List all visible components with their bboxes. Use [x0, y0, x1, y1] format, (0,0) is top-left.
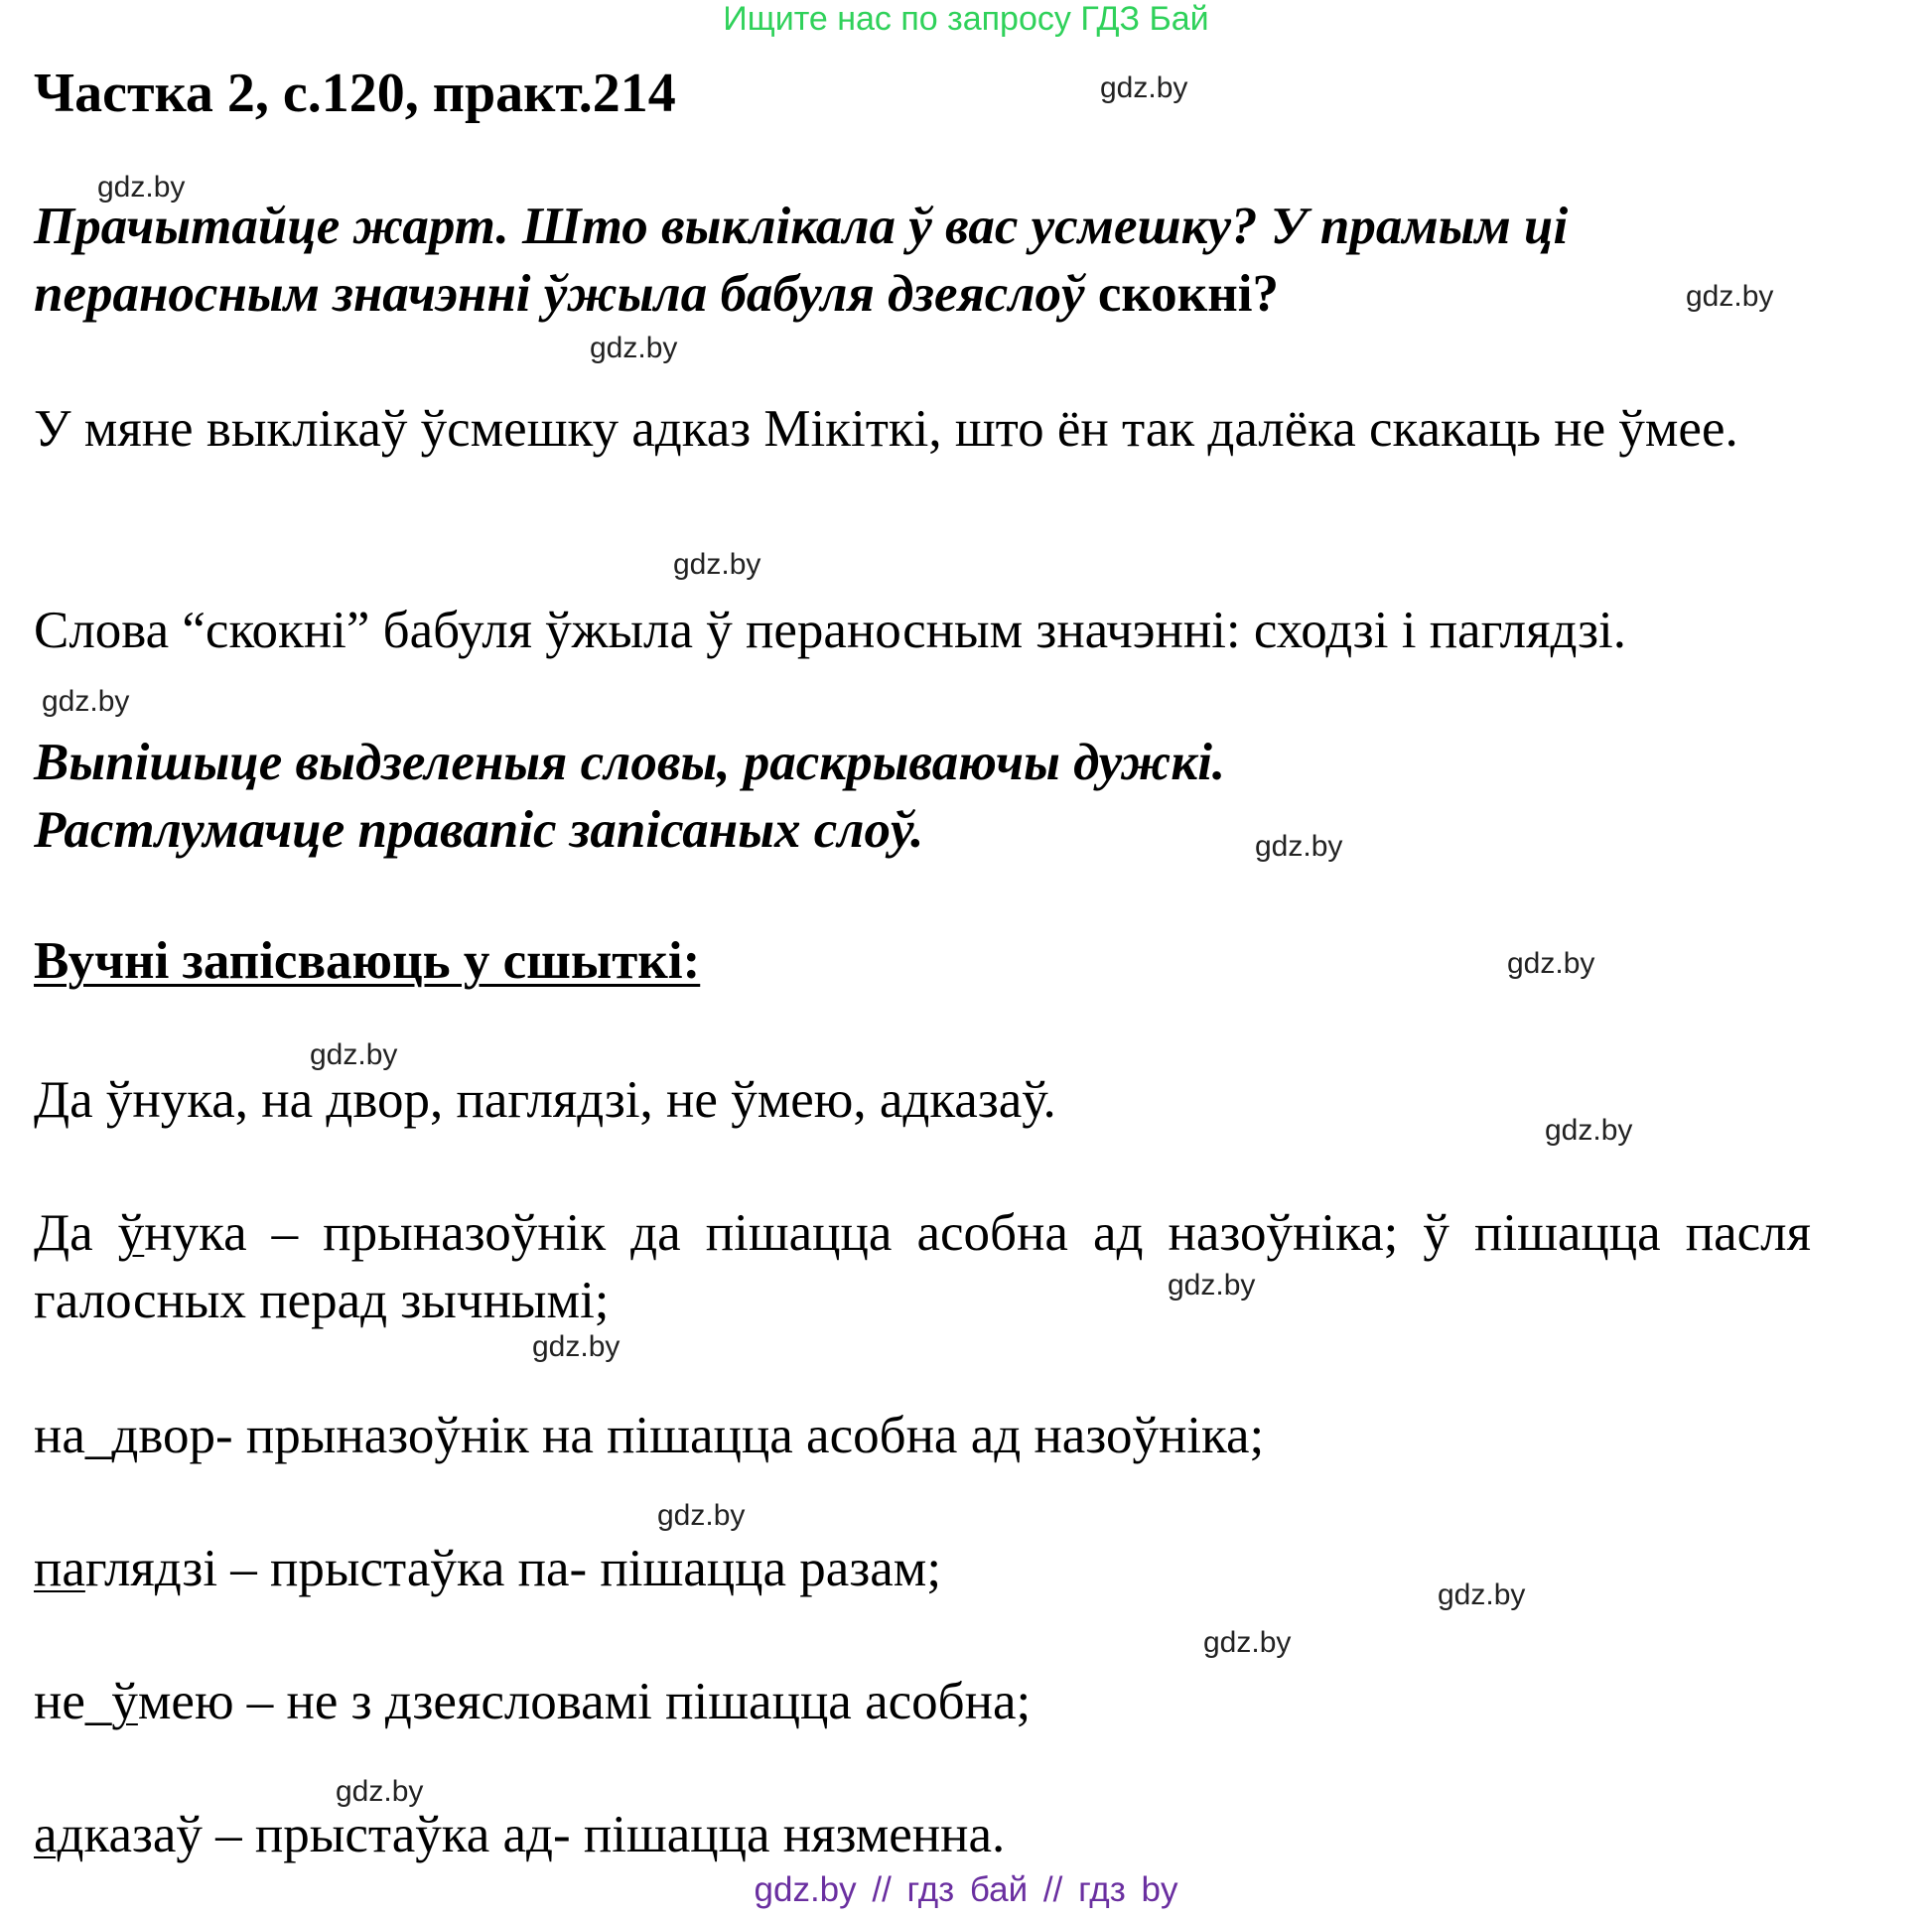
page-title: Частка 2, с.120, практ.214 — [34, 63, 676, 124]
watermark: gdz.by — [310, 1038, 398, 1071]
explanation-5-underlined: ад — [34, 1806, 84, 1863]
footer-links: gdz.by // гдз бай // гдз by — [754, 1870, 1178, 1909]
task-1-line-2-italic: пераносным значэнні ўжыла бабуля дзеяслоў — [34, 265, 1085, 323]
watermark: gdz.by — [42, 685, 130, 718]
explanation-4-post: мею – не з дзеясловамі пішацца асобна; — [137, 1673, 1032, 1730]
explanation-1-pre: Да — [34, 1204, 118, 1262]
task-2 — [34, 729, 1821, 864]
watermark: gdz.by — [1100, 71, 1188, 104]
watermark: gdz.by — [657, 1499, 746, 1532]
explanation-5-post: казаў – прыстаўка ад- пішацца нязменна. — [83, 1806, 1006, 1863]
explanation-4-underlined: ў — [111, 1673, 138, 1730]
watermark: gdz.by — [1168, 1269, 1256, 1302]
explanation-1-post: нука – прыназоўнік да пішацца асобна ад назоўніка; ў пішацца пасля галосных перад зычнымі; — [34, 1204, 1811, 1329]
task-2-line-2: Растлумачце правапіс запісаных слоў. — [34, 801, 924, 859]
section-heading: Вучні запісваюць у сшыткі: — [34, 932, 701, 990]
explanation-5 — [34, 1801, 1811, 1868]
watermark: gdz.by — [532, 1330, 621, 1363]
task-1-line-2 — [34, 260, 1821, 328]
watermark: gdz.by — [1255, 830, 1343, 863]
explanation-1 — [34, 1199, 1811, 1334]
task-2-line-1: Выпішыце выдзеленыя словы, раскрываючы дужкі. — [34, 734, 1226, 791]
explanation-2: на_двор- прыназоўнік на пішацца асобна ад назоўніка; — [34, 1407, 1265, 1464]
watermark: gdz.by — [97, 171, 186, 204]
explanation-3-underlined: па — [34, 1540, 85, 1597]
watermark: gdz.by — [673, 548, 761, 581]
watermark: gdz.by — [1438, 1578, 1526, 1611]
watermark: gdz.by — [1203, 1626, 1292, 1659]
task-1-line-1: Прачытайце жарт. Што выклікала ў вас усмешку? У прамым ці — [34, 198, 1569, 255]
explanation-4-pre: не_ — [34, 1673, 112, 1730]
explanation-1-underlined: ў — [117, 1204, 145, 1262]
answer-1: У мяне выклікаў ўсмешку адказ Мікіткі, што ён так далёка скакаць не ўмее. — [34, 400, 1738, 458]
explanation-4 — [34, 1668, 1811, 1735]
words-line: Да ўнука, на двор, паглядзі, не ўмею, адказаў. — [34, 1071, 1056, 1129]
watermark: gdz.by — [336, 1775, 424, 1808]
answer-2: Слова “скокні” бабуля ўжыла ў пераносным значэнні: сходзі і паглядзі. — [34, 602, 1626, 659]
explanation-3 — [34, 1535, 1811, 1602]
watermark: gdz.by — [1507, 947, 1595, 980]
watermark: gdz.by — [1545, 1114, 1633, 1147]
search-banner: Ищите нас по запросу ГДЗ Бай — [723, 0, 1209, 38]
task-1-line-2-plain: скокні? — [1084, 265, 1279, 323]
watermark: gdz.by — [590, 332, 678, 364]
watermark: gdz.by — [1686, 280, 1774, 313]
task-1 — [34, 193, 1821, 328]
explanation-3-post: глядзі – прыстаўка па- пішацца разам; — [84, 1540, 942, 1597]
